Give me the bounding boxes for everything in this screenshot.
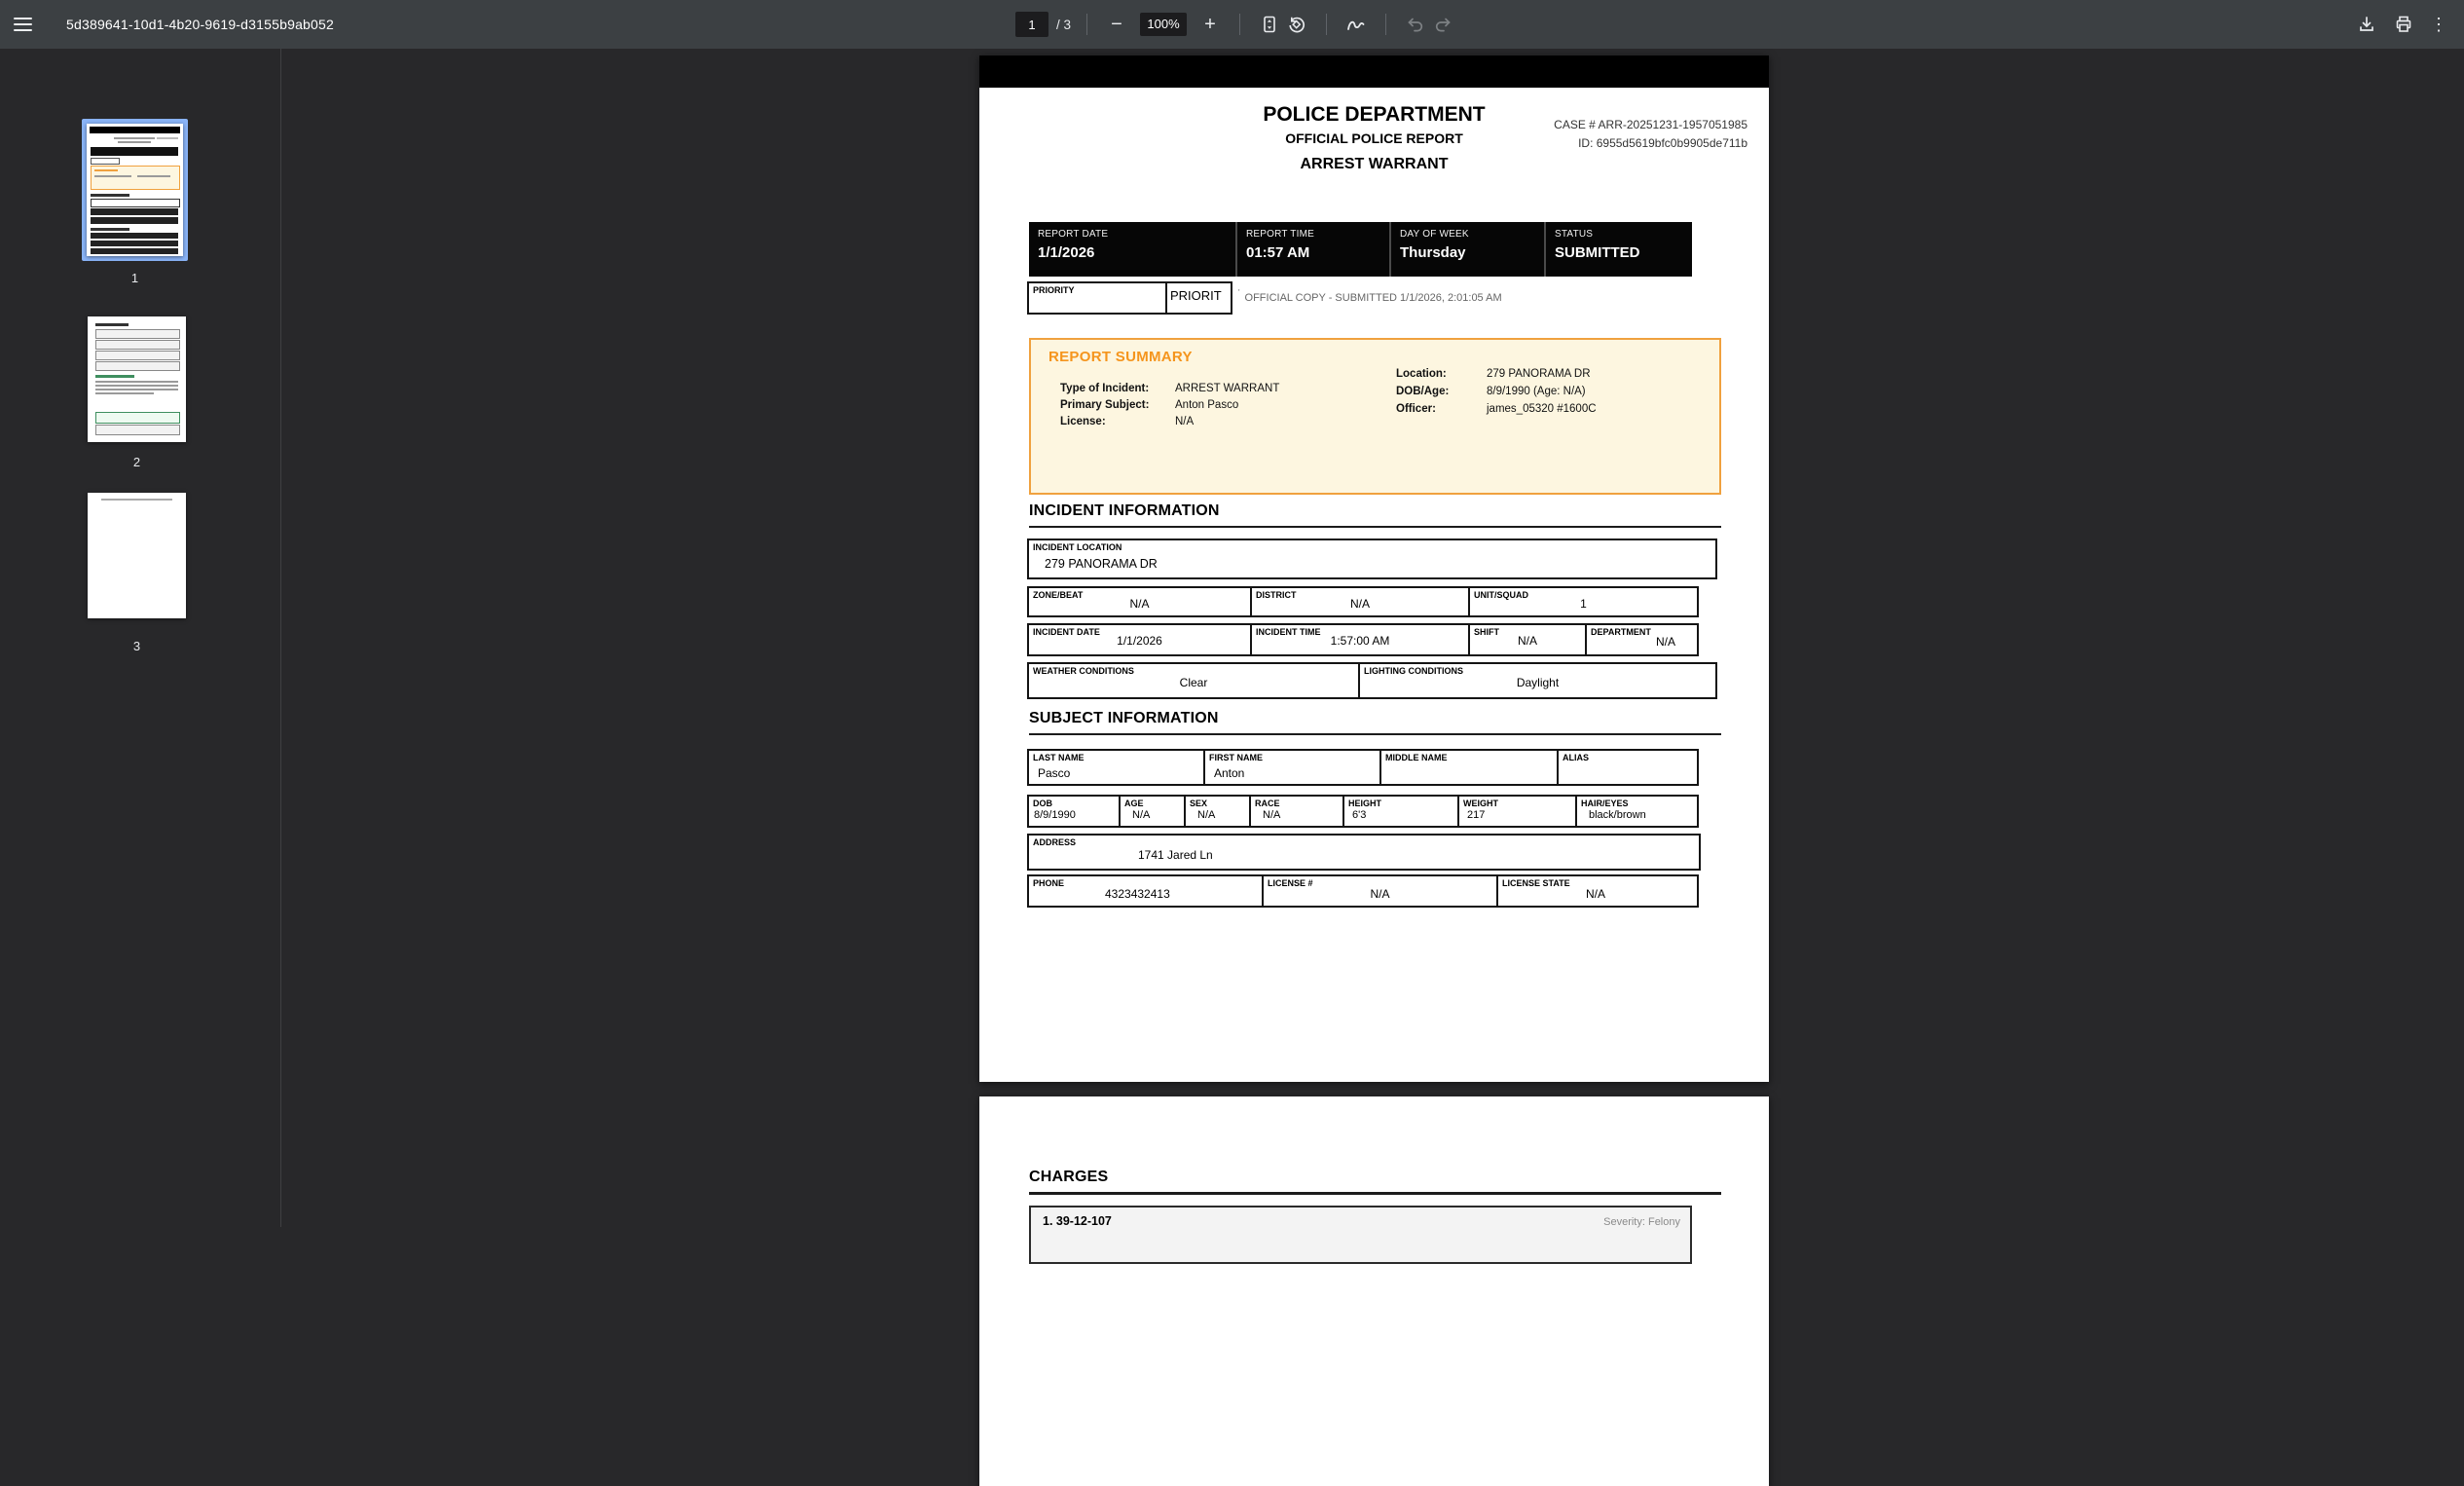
toolbar-center-group <box>1015 0 1456 49</box>
license-value: N/A <box>1175 416 1195 427</box>
pdf-page-2 <box>979 1096 1769 1486</box>
report-subtitle: OFFICIAL POLICE REPORT <box>1285 130 1463 146</box>
unit-squad-cell: UNIT/SQUAD 1 <box>1474 590 1587 611</box>
rotate-counterclockwise-icon <box>1287 15 1306 34</box>
priority-label-cell: PRIORITY <box>1029 283 1167 313</box>
last-name-cell: LAST NAME Pasco <box>1029 751 1205 784</box>
redo-button[interactable] <box>1429 11 1456 38</box>
status-cell-status: STATUS SUBMITTED <box>1555 229 1640 261</box>
page-count-label: / 3 <box>1056 17 1072 32</box>
incident-time-cell: INCIDENT TIME 1:57:00 AM <box>1252 625 1470 654</box>
dob-cell: DOB 8/9/1990 <box>1029 797 1121 826</box>
download-icon <box>2357 15 2376 34</box>
sex-cell: SEX N/A <box>1186 797 1251 826</box>
shift-cell: SHIFT N/A <box>1470 625 1587 654</box>
dob-age-value: 8/9/1990 (Age: N/A) <box>1487 386 1586 397</box>
incident-date-time-row <box>1027 623 1699 656</box>
type-of-incident-value: ARREST WARRANT <box>1175 383 1280 394</box>
hair-eyes-cell: HAIR/EYES black/brown <box>1581 799 1646 821</box>
section-underline <box>1029 526 1721 528</box>
alias-cell: ALIAS <box>1563 753 1589 762</box>
status-cell-report-date: REPORT DATE 1/1/2026 <box>1029 222 1237 277</box>
page-number-input[interactable] <box>1015 12 1048 37</box>
report-status-table <box>1029 222 1692 277</box>
height-cell: HEIGHT 6'3 <box>1344 797 1459 826</box>
middle-name-cell: MIDDLE NAME <box>1381 751 1559 784</box>
thumbnail-page-3[interactable] <box>88 493 186 653</box>
fit-page-icon <box>1260 15 1279 34</box>
report-summary-heading: REPORT SUMMARY <box>1048 349 1193 365</box>
toolbar-separator <box>1326 14 1327 35</box>
pdf-page-1 <box>979 56 1769 1082</box>
zoom-level-display: 100% <box>1140 13 1187 36</box>
thumbnail-preview <box>87 124 183 256</box>
officer-value: james_05320 #1600C <box>1487 403 1597 415</box>
thumbnail-sidebar <box>0 49 280 1227</box>
thumbnail-page-number: 1 <box>130 271 139 285</box>
location-value: 279 PANORAMA DR <box>1487 368 1591 380</box>
rotate-button[interactable] <box>1283 11 1310 38</box>
sidebar-divider <box>280 49 281 1227</box>
subject-stats-row <box>1027 795 1699 828</box>
case-number: CASE # ARR-20251231-1957051985 <box>1554 118 1747 131</box>
incident-location-box: INCIDENT LOCATION 279 PANORAMA DR <box>1027 539 1717 579</box>
menu-icon[interactable] <box>0 0 45 49</box>
zoom-out-button[interactable]: − <box>1103 11 1130 38</box>
lighting-conditions-cell: LIGHTING CONDITIONS Daylight <box>1364 666 1560 689</box>
toolbar-separator <box>1086 14 1087 35</box>
weather-conditions-cell: WEATHER CONDITIONS Clear <box>1029 664 1360 697</box>
undo-button[interactable] <box>1402 11 1429 38</box>
age-cell: AGE N/A <box>1121 797 1186 826</box>
phone-cell: PHONE 4323432413 <box>1029 876 1264 906</box>
thumbnail-preview <box>88 493 186 618</box>
first-name-cell: FIRST NAME Anton <box>1205 751 1381 784</box>
incident-date-cell: INCIDENT DATE 1/1/2026 <box>1029 625 1252 654</box>
thumbnail-page-number: 3 <box>132 639 141 653</box>
print-button[interactable] <box>2390 11 2417 38</box>
license-state-cell: LICENSE STATE N/A <box>1502 878 1605 901</box>
pen-squiggle-icon <box>1345 15 1367 34</box>
subject-contact-row <box>1027 874 1699 908</box>
toolbar-separator <box>1239 14 1240 35</box>
document-id: ID: 6955d5619bfc0b9905de711b <box>1578 135 1747 150</box>
weather-lighting-row <box>1027 662 1717 699</box>
subject-information-heading: SUBJECT INFORMATION <box>1029 710 1219 726</box>
charge-code: 1. 39-12-107 <box>1043 1214 1112 1228</box>
primary-subject-value: Anton Pasco <box>1175 399 1239 411</box>
thumbnail-page-2[interactable] <box>88 316 186 469</box>
address-box: ADDRESS 1741 Jared Ln <box>1027 834 1701 871</box>
annotate-button[interactable] <box>1342 11 1370 38</box>
print-icon <box>2394 15 2413 34</box>
undo-icon <box>1406 15 1425 34</box>
fit-to-page-button[interactable] <box>1256 11 1283 38</box>
department-title: POLICE DEPARTMENT <box>1263 103 1486 126</box>
section-underline <box>1029 1192 1721 1195</box>
download-button[interactable] <box>2353 11 2380 38</box>
page-header-black-bar <box>979 56 1769 88</box>
zone-beat-cell: ZONE/BEAT N/A <box>1029 588 1252 615</box>
section-underline <box>1029 733 1721 735</box>
case-info-block <box>1554 116 1747 152</box>
toolbar-right-group <box>2353 0 2450 49</box>
toolbar-left-group <box>0 0 334 49</box>
zone-district-unit-row <box>1027 586 1699 617</box>
license-number-cell: LICENSE # N/A <box>1264 876 1498 906</box>
thumbnail-page-number: 2 <box>132 455 141 469</box>
weight-cell: WEIGHT 217 <box>1459 797 1577 826</box>
charge-severity: Severity: Felony <box>1603 1216 1680 1228</box>
redo-icon <box>1433 15 1453 34</box>
thumbnail-preview <box>88 316 186 442</box>
priority-box <box>1027 281 1232 315</box>
toolbar-separator <box>1385 14 1386 35</box>
charges-heading: CHARGES <box>1029 1169 1109 1185</box>
department-cell: DEPARTMENT N/A <box>1591 627 1675 649</box>
document-type: ARREST WARRANT <box>1300 156 1449 172</box>
document-title: 5d389641-10d1-4b20-9619-d3155b9ab052 <box>66 17 335 32</box>
incident-information-heading: INCIDENT INFORMATION <box>1029 502 1220 519</box>
race-cell: RACE N/A <box>1251 797 1344 826</box>
zoom-in-button[interactable]: + <box>1196 11 1224 38</box>
status-cell-day-of-week: DAY OF WEEK Thursday <box>1391 222 1546 277</box>
priority-value-cell: PRIORIT <box>1170 288 1222 303</box>
thumbnail-page-1[interactable] <box>82 119 188 285</box>
district-cell: DISTRICT N/A <box>1252 588 1470 615</box>
report-summary-box: REPORT SUMMARY Type of Incident: ARREST WARRANT Primary Subject: Anton Pasco License: N/A Location: 279 PANORAMA DR DOB/Age: 8/9/1990 (Age: N/A) Officer: james_05320 #1600C <box>1029 338 1721 495</box>
status-cell-report-time: REPORT TIME 01:57 AM <box>1237 222 1391 277</box>
more-options-button[interactable]: ⋮ <box>2427 11 2450 38</box>
official-copy-mark: ' <box>1238 288 1240 297</box>
charge-item <box>1029 1206 1692 1264</box>
subject-name-row <box>1027 749 1699 786</box>
pdf-toolbar <box>0 0 2464 49</box>
official-copy-note: ' OFFICIAL COPY - SUBMITTED 1/1/2026, 2:01:05 AM <box>1238 288 1502 304</box>
